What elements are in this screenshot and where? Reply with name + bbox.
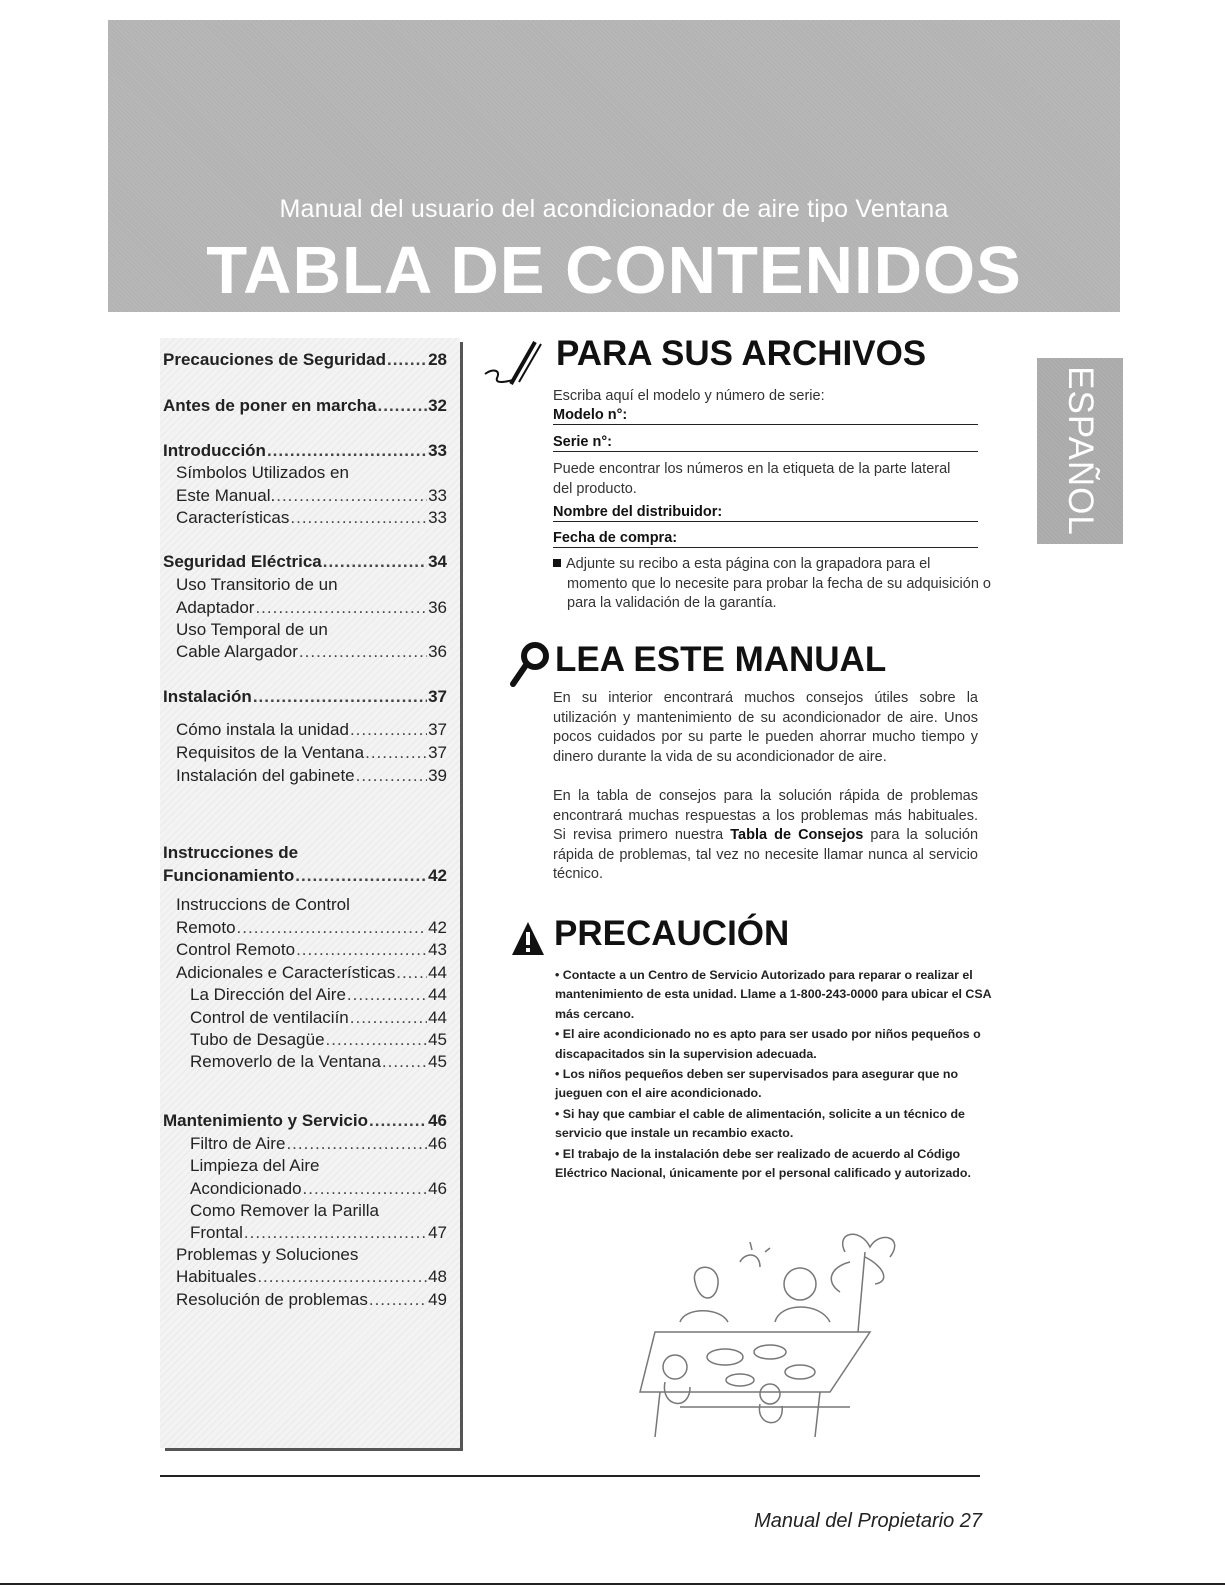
toc-subitem-ventilacion[interactable]: Control de ventilaciín ..... 44 bbox=[190, 1008, 447, 1028]
section-heading-lea: LEA ESTE MANUAL bbox=[555, 640, 887, 679]
tabla-consejos-link: Tabla de Consejos bbox=[730, 827, 864, 844]
toc-subitem-alargador[interactable]: Cable Alargador ..... 36 bbox=[176, 642, 447, 662]
archivos-note: Puede encontrar los números en la etiqueta de la parte lateral del producto. bbox=[553, 461, 951, 497]
page-title: TABLA DE CONTENIDOS bbox=[206, 233, 1022, 308]
toc-subitem-adaptador[interactable]: Adaptador ..... 36 bbox=[176, 598, 447, 618]
toc-subitem-label: Instruccions de Control bbox=[176, 895, 350, 914]
toc-subitem-caracteristicas[interactable]: Características ..... 33 bbox=[176, 508, 447, 528]
toc-subitem-requisitos[interactable]: Requisitos de la Ventana ..... 37 bbox=[176, 743, 447, 763]
toc-subitem-parilla[interactable]: Frontal ..... 47 bbox=[190, 1223, 447, 1243]
toc-subitem-filtro[interactable]: Filtro de Aire ..... 46 bbox=[190, 1134, 447, 1154]
toc-item-seguridad[interactable]: Seguridad Eléctrica ..... 34 bbox=[163, 552, 447, 572]
picnic-illustration bbox=[620, 1222, 905, 1450]
toc-subitem-remoto[interactable]: Remoto ..... 42 bbox=[176, 918, 447, 938]
toc-shadow bbox=[165, 1448, 463, 1451]
language-tab[interactable]: ESPAÑOL bbox=[1037, 358, 1123, 544]
toc-item-precauciones[interactable]: Precauciones de Seguridad ..... 28 bbox=[163, 350, 447, 370]
toc-item-mantenimiento[interactable]: Mantenimiento y Servicio ..... 46 bbox=[163, 1111, 447, 1131]
precaucion-list bbox=[555, 966, 995, 1184]
toc-subitem-como-instala[interactable]: Cómo instala la unidad ..... 37 bbox=[176, 720, 447, 740]
toc-shadow bbox=[460, 342, 463, 1450]
distribuidor-field[interactable]: Nombre del distribuidor: bbox=[553, 504, 978, 522]
header-banner bbox=[108, 20, 1120, 312]
lea-paragraph-1: En su interior encontrará muchos consejos útiles sobre la utilización y mantenimiento de su acondicionador de aire. Unos pocos cuidados por su parte le pueden ahorrar mucho tiempo y dinero durante la vida de su acondicionador de aire. bbox=[553, 690, 978, 765]
list-item: • El trabajo de la instalación debe ser realizado de acuerdo al Código Eléctrico Nacional, únicamente por el personal calificado y autorizado. bbox=[555, 1145, 995, 1184]
footer-page-label: Manual del Propietario 27 bbox=[754, 1510, 982, 1532]
modelo-field[interactable]: Modelo n°: bbox=[553, 407, 978, 425]
list-item: • Si hay que cambiar el cable de alimentación, solicite a un técnico de servicio que instale un recambio exacto. bbox=[555, 1105, 995, 1144]
warning-triangle-icon bbox=[510, 920, 546, 958]
pen-icon bbox=[483, 340, 543, 388]
lea-paragraph-2: En la tabla de consejos para la solución rápida de problemas encontrará muchas respuestas a los problemas más habituales. Si revisa primero nuestra Tabla de Consejos para la solución rápida de problemas, tal vez no necesite llamar nunca al servicio técnico. bbox=[553, 788, 979, 883]
section-heading-precaucion: PRECAUCIÓN bbox=[554, 914, 790, 953]
toc-item-introduccion[interactable]: Introducción ..... 33 bbox=[163, 441, 447, 461]
toc-subitem-removerlo[interactable]: Removerlo de la Ventana ..... 45 bbox=[190, 1052, 447, 1072]
toc-subitem-label: Uso Transitorio de un bbox=[176, 575, 338, 594]
toc-item-label: Instrucciones de bbox=[163, 843, 299, 862]
toc-item-instalacion[interactable]: Instalación ..... 37 bbox=[163, 687, 447, 707]
toc-subitem-label: Limpieza del Aire bbox=[190, 1156, 320, 1175]
toc-subitem-resolucion[interactable]: Resolución de problemas ..... 49 bbox=[176, 1290, 447, 1310]
bullet-square-icon bbox=[553, 559, 561, 567]
toc-subitem-habituales[interactable]: Habituales ..... 48 bbox=[176, 1267, 447, 1287]
toc-item-funcionamiento[interactable]: Funcionamiento ..... 42 bbox=[163, 866, 447, 886]
toc-subitem-label: Como Remover la Parilla bbox=[190, 1201, 379, 1220]
list-item: • Los niños pequeños deben ser supervisados para asegurar que no jueguen con el aire acondicionado. bbox=[555, 1065, 995, 1104]
footer-divider bbox=[160, 1475, 980, 1477]
toc-subitem-label: Problemas y Soluciones bbox=[176, 1245, 359, 1264]
serie-field[interactable]: Serie n°: bbox=[553, 434, 978, 452]
toc-subitem-direccion[interactable]: La Dirección del Aire ..... 44 bbox=[190, 985, 447, 1005]
list-item: • El aire acondicionado no es apto para ser usado por niños pequeños o discapacitados sin la supervision adecuada. bbox=[555, 1025, 995, 1064]
toc-subitem-label: Uso Temporal de un bbox=[176, 620, 328, 639]
toc-subitem-tubo[interactable]: Tubo de Desagüe ..... 45 bbox=[190, 1030, 447, 1050]
toc-subitem-limpieza[interactable]: Acondicionado ..... 46 bbox=[190, 1179, 447, 1199]
magnifier-icon bbox=[509, 640, 551, 688]
toc-subitem-simbolos[interactable]: Este Manual. ..... 33 bbox=[176, 486, 447, 506]
toc-item-antes[interactable]: Antes de poner en marcha ..... 32 bbox=[163, 396, 447, 416]
archivos-bullet: Adjunte su recibo a esta página con la grapadora para el momento que lo necesite para probar la fecha de su adquisición o para la validación de la garantía. bbox=[553, 555, 992, 614]
toc-subitem-control-remoto[interactable]: Control Remoto ..... 43 bbox=[176, 940, 447, 960]
toc-subitem-gabinete[interactable]: Instalación del gabinete ..... 39 bbox=[176, 766, 447, 786]
fecha-field[interactable]: Fecha de compra: bbox=[553, 530, 978, 548]
toc-subitem-adicionales[interactable]: Adicionales e Características ..... 44 bbox=[176, 963, 447, 983]
toc-subitem-label: Símbolos Utilizados en bbox=[176, 463, 349, 482]
header-subtitle: Manual del usuario del acondicionador de aire tipo Ventana bbox=[279, 195, 949, 223]
list-item: • Contacte a un Centro de Servicio Autorizado para reparar o realizar el mantenimiento de esta unidad. Llame a 1-800-243-0000 para ubicar el CSA más cercano. bbox=[555, 966, 995, 1024]
archivos-intro: Escriba aquí el modelo y número de serie: bbox=[553, 388, 825, 404]
section-heading-archivos: PARA SUS ARCHIVOS bbox=[556, 334, 927, 373]
